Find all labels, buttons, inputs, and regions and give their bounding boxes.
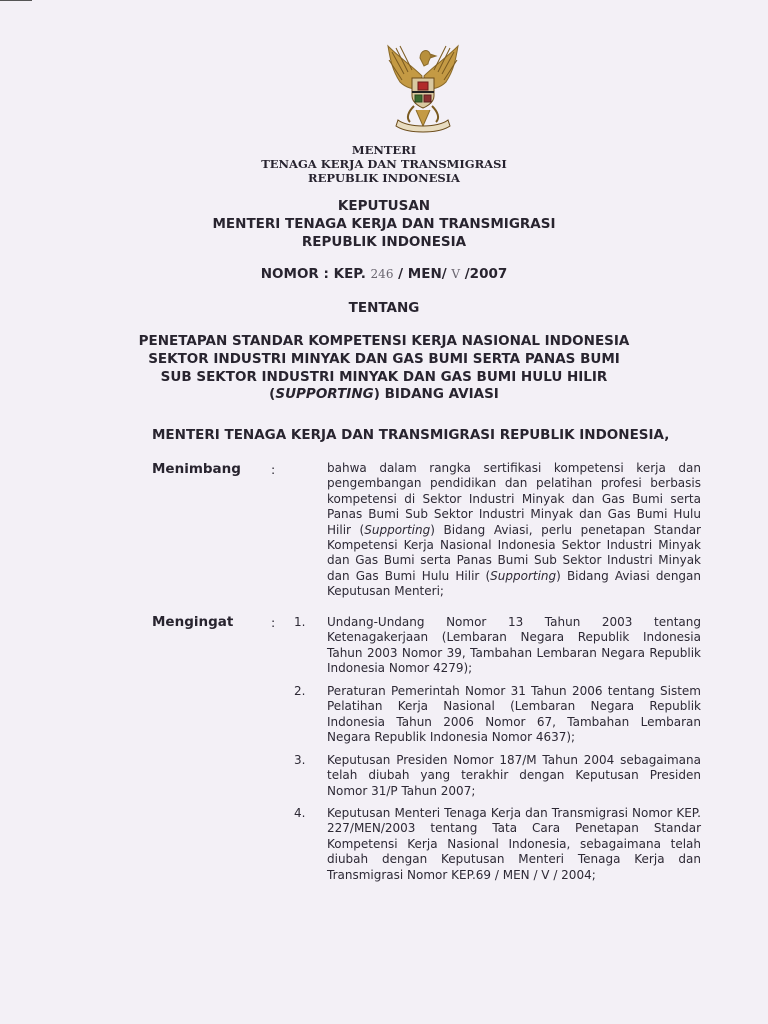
menimbang-colon: : [271, 462, 276, 477]
menimbang-label: Menimbang [152, 461, 241, 477]
scan-edge-line [0, 0, 32, 1]
header-line-2: TENAGA KERJA DAN TRANSMIGRASI [261, 157, 507, 171]
list-item-text: Peraturan Pemerintah Nomor 31 Tahun 2006 tentang Sistem Pelatihan Kerja Nasional (Lembaran Negara Republik Indonesia Tahun 2006 Nomor 67, Tambahan Lembaran Negara Republik Indonesia Nomor 4637); [327, 684, 701, 745]
nomor-year: /2007 [464, 266, 508, 282]
menimbang-text-b: ) Bidang Aviasi, perlu penetapan Standar Kompetensi Kerja Nasional Indonesia Sektor Industri Minyak dan Gas Bumi serta Panas Bumi Sub Sektor Industri Minyak dan Gas Bumi Hulu Hilir ( [327, 522, 701, 583]
menimbang-italic-2: Supporting [490, 568, 557, 583]
header-line-3: REPUBLIK INDONESIA [308, 171, 460, 185]
mengingat-label: Mengingat [152, 614, 234, 630]
title-republik: REPUBLIK INDONESIA [301, 234, 467, 250]
header-line-1: MENTERI [351, 143, 417, 157]
subject-line-4: (SUPPORTING) BIDANG AVIASI [269, 386, 499, 402]
menimbang-italic-1: Supporting [364, 522, 431, 537]
decree-number [0, 266, 768, 282]
menimbang-text-c: ) Bidang Aviasi dengan Keputusan Menteri; [327, 568, 701, 599]
list-item-text: Keputusan Presiden Nomor 187/M Tahun 2004 sebagaimana telah diubah yang terakhir dengan Keputusan Presiden Nomor 31/P Tahun 2007; [327, 753, 701, 798]
nomor-prefix: NOMOR : KEP. [260, 266, 366, 282]
list-item-text: Keputusan Menteri Tenaga Kerja dan Transmigrasi Nomor KEP. 227/MEN/2003 tentang Tata Cara Penetapan Standar Kompetensi Kerja Nasional Indonesia, sebagaimana telah diubah dengan Keputusan Menteri Tenaga Kerja dan Transmigrasi Nomor KEP.69 / MEN / V / 2004; [327, 806, 701, 882]
garuda-emblem-icon [378, 36, 468, 136]
list-item-text: Undang-Undang Nomor 13 Tahun 2003 tentang Ketenagakerjaan (Lembaran Negara Republik Indonesia Tahun 2003 Nomor 39, Tambahan Lembaran Negara Republik Indonesia Nomor 4279); [327, 615, 701, 676]
nomor-month: V [451, 267, 461, 281]
menimbang-text-a: bahwa dalam rangka sertifikasi kompetensi kerja dan pengembangan pendidikan dan pelatihan profesi berbasis kompetensi di Sektor Industri Minyak dan Gas Bumi serta Panas Bumi Sub Sektor Industri Minyak dan Gas Bumi Hulu Hilir ( [327, 461, 701, 537]
subject-line-1: PENETAPAN STANDAR KOMPETENSI KERJA NASIONAL INDONESIA [138, 333, 630, 349]
mengingat-colon: : [271, 615, 276, 630]
title-menteri: MENTERI TENAGA KERJA DAN TRANSMIGRASI [212, 216, 556, 232]
subject-line-2: SEKTOR INDUSTRI MINYAK DAN GAS BUMI SERTA PANAS BUMI [148, 351, 620, 367]
subject-line-3: SUB SEKTOR INDUSTRI MINYAK DAN GAS BUMI HULU HILIR [160, 369, 608, 385]
list-item-number: 2. [294, 684, 306, 698]
tentang-heading: TENTANG [348, 300, 420, 316]
title-keputusan: KEPUTUSAN [337, 198, 431, 214]
subject-bidang: BIDANG AVIASI [384, 386, 499, 402]
list-item-number: 4. [294, 806, 306, 820]
nomor-number: 246 [370, 267, 394, 281]
list-item-number: 1. [294, 615, 306, 629]
list-item-number: 3. [294, 753, 306, 767]
subject-supporting: SUPPORTING [275, 386, 374, 402]
preamble-heading: MENTERI TENAGA KERJA DAN TRANSMIGRASI REPUBLIK INDONESIA, [152, 427, 670, 443]
nomor-men: / MEN/ [398, 266, 447, 282]
menimbang-text [327, 461, 701, 600]
